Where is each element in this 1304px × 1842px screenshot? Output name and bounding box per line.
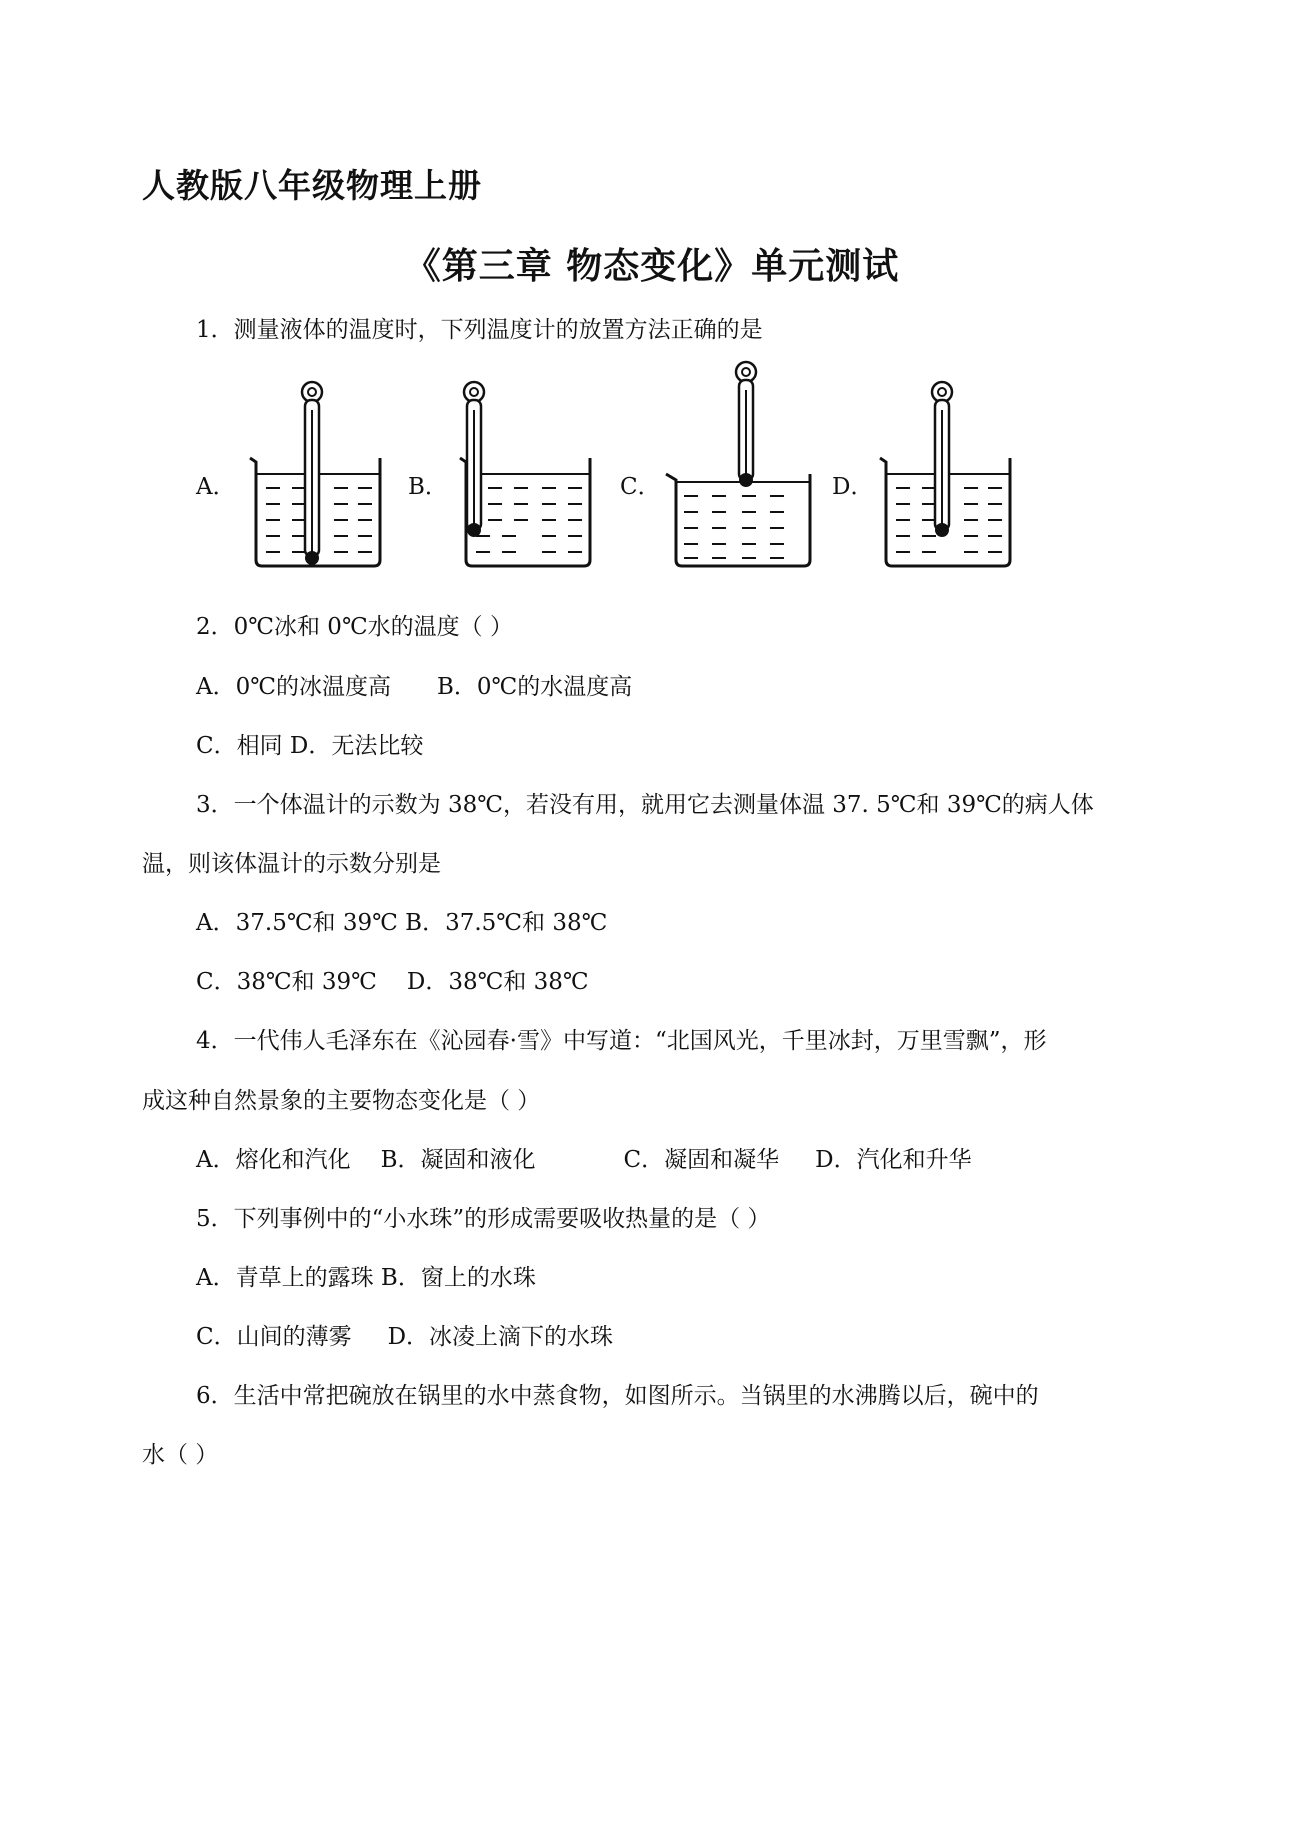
question-6-stem-line2: 水（ ） — [142, 1442, 219, 1468]
question-3-stem-line1: 3．一个体温计的示数为 38℃，若没有用，就用它去测量体温 37. 5℃和 39℃的病人体 — [196, 792, 1094, 818]
question-2-stem: 2．0℃冰和 0℃水的温度（ ） — [196, 614, 513, 640]
question-5-option-c: C．山间的薄雾 — [196, 1324, 352, 1350]
question-1-stem: 1．测量液体的温度时，下列温度计的放置方法正确的是 — [196, 317, 763, 343]
question-3-option-d: D．38℃和 38℃ — [406, 969, 589, 995]
beaker-thermometer-a-figure — [242, 370, 392, 570]
question-3-options-cd — [196, 967, 589, 997]
question-4-stem-line2: 成这种自然景象的主要物态变化是（ ） — [142, 1088, 541, 1114]
question-4-option-d: D．汽化和升华 — [815, 1147, 972, 1173]
question-3-option-c: C．38℃和 39℃ — [196, 969, 377, 995]
figure-d-label: D． — [832, 474, 874, 500]
question-2-option-a: A．0℃的冰温度高 — [196, 674, 391, 700]
question-4-stem-line1: 4．一代伟人毛泽东在《沁园春·雪》中写道：“北国风光，千里冰封，万里雪飘”，形 — [196, 1028, 1047, 1054]
question-3-stem-line2: 温，则该体温计的示数分别是 — [142, 851, 441, 877]
question-2-options-ab — [196, 672, 632, 702]
question-6-stem-line1: 6．生活中常把碗放在锅里的水中蒸食物，如图所示。当锅里的水沸腾以后，碗中的 — [196, 1383, 1039, 1409]
question-3-option-ab: A．37.5℃和 39℃ B．37.5℃和 38℃ — [196, 910, 608, 936]
beaker-thermometer-d-figure — [872, 370, 1022, 570]
question-2-option-cd: C．相同 D．无法比较 — [196, 733, 424, 759]
beaker-thermometer-c-figure — [662, 356, 822, 570]
question-1-figures — [196, 370, 1056, 590]
question-4-option-b: B．凝固和液化 — [380, 1147, 536, 1173]
main-title: 《第三章 物态变化》单元测试 — [404, 246, 900, 287]
figure-b-label: B． — [408, 474, 448, 500]
series-title: 人教版八年级物理上册 — [142, 166, 482, 205]
question-5-option-ab: A．青草上的露珠 B．窗上的水珠 — [196, 1265, 536, 1291]
figure-c-label: C． — [620, 474, 661, 500]
question-4-option-c: C．凝固和凝华 — [623, 1147, 780, 1173]
question-5-options-cd — [196, 1322, 613, 1352]
question-2-option-b: B．0℃的水温度高 — [436, 674, 633, 700]
question-4-options — [196, 1145, 972, 1175]
question-4-option-a: A．熔化和汽化 — [196, 1147, 351, 1173]
beaker-thermometer-b-figure — [452, 370, 602, 570]
question-5-option-d: D．冰凌上滴下的水珠 — [387, 1324, 614, 1350]
figure-a-label: A． — [196, 474, 236, 500]
question-5-stem: 5．下列事例中的“小水珠”的形成需要吸收热量的是（ ） — [196, 1206, 771, 1232]
